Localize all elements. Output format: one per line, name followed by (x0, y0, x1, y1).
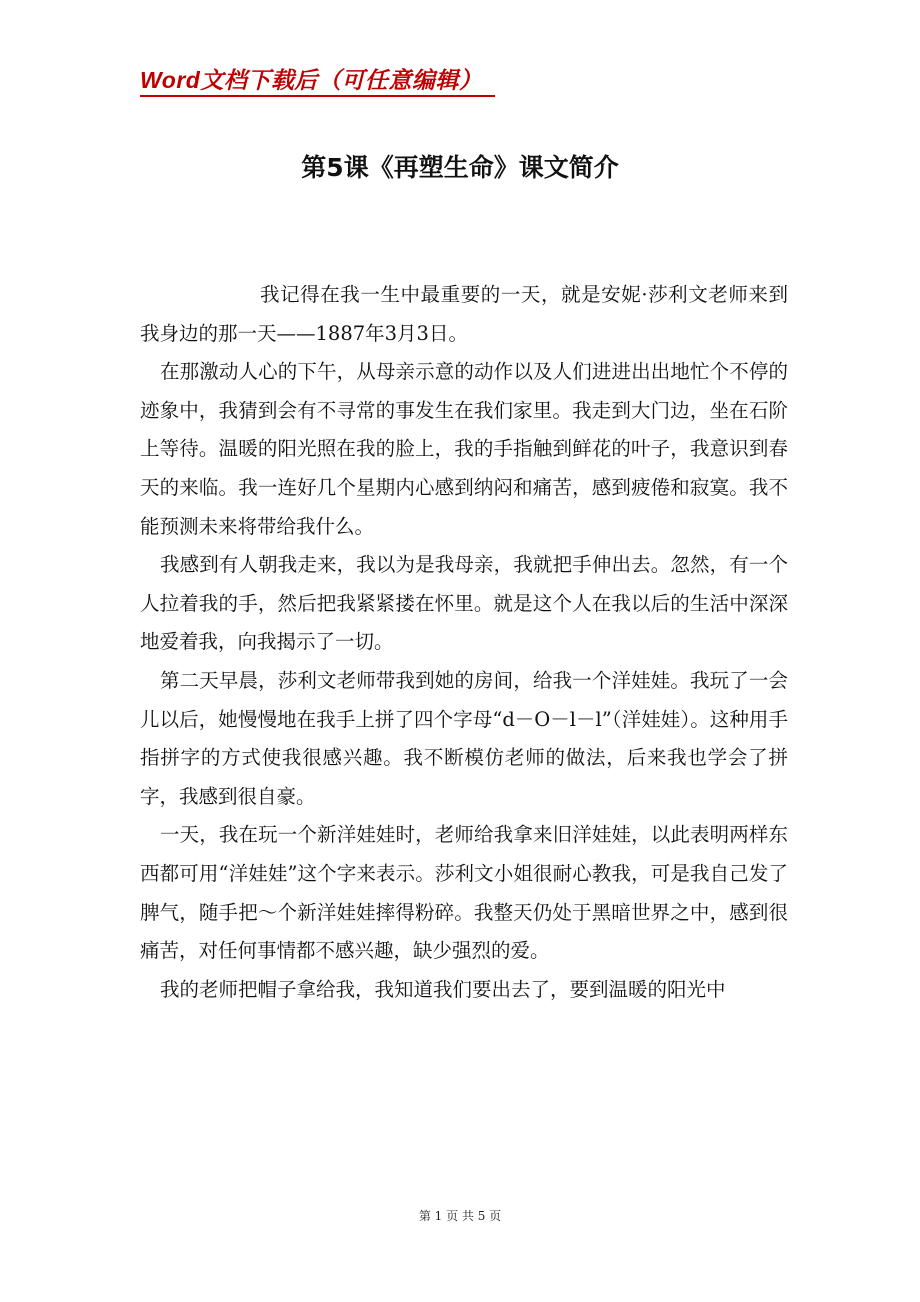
paragraph-1: 我记得在我一生中最重要的一天，就是安妮·莎利文老师来到我身边的那一天——1887年3月3日。 (140, 283, 788, 345)
paragraph-6: 我的老师把帽子拿给我，我知道我们要出去了，要到温暖的阳光中 (160, 977, 726, 1001)
document-body (140, 276, 788, 1009)
watermark-underline (140, 95, 495, 97)
download-watermark: Word文档下载后（可任意编辑） (140, 67, 483, 93)
paragraph-3: 我感到有人朝我走来，我以为是我母亲，我就把手伸出去。忽然，有一个人拉着我的手，然后把我紧紧搂在怀里。就是这个人在我以后的生活中深深地爱着我，向我揭示了一切。 (140, 553, 788, 654)
paragraph-4: 第二天早晨，莎利文老师带我到她的房间，给我一个洋娃娃。我玩了一会儿以后，她慢慢地在我手上拼了四个字母“d－O－l－l”（洋娃娃）。这种用手指拼字的方式使我很感兴趣。我不断模仿老师的做法，后来我也学会了拼字，我感到很自豪。 (140, 668, 788, 808)
paragraph-2: 在那激动人心的下午，从母亲示意的动作以及人们进进出出地忙个不停的迹象中，我猜到会有不寻常的事发生在我们家里。我走到大门边，坐在石阶上等待。温暖的阳光照在我的脸上，我的手指触到鲜花的叶子，我意识到春天的来临。我一连好几个星期内心感到纳闷和痛苦，感到疲倦和寂寞。我不能预测未来将带给我什么。 (140, 360, 788, 538)
page-title: 第5课《再塑生命》课文简介 (301, 153, 619, 182)
paragraph-5: 一天，我在玩一个新洋娃娃时，老师给我拿来旧洋娃娃，以此表明两样东西都可用“洋娃娃”这个字来表示。莎利文小姐很耐心教我，可是我自己发了脾气，随手把～个新洋娃娃摔得粉碎。我整天仍处于黑暗世界之中，感到很痛苦，对任何事情都不感兴趣，缺少强烈的爱。 (140, 823, 788, 963)
page-number-footer: 第 1 页 共 5 页 (418, 1209, 502, 1223)
